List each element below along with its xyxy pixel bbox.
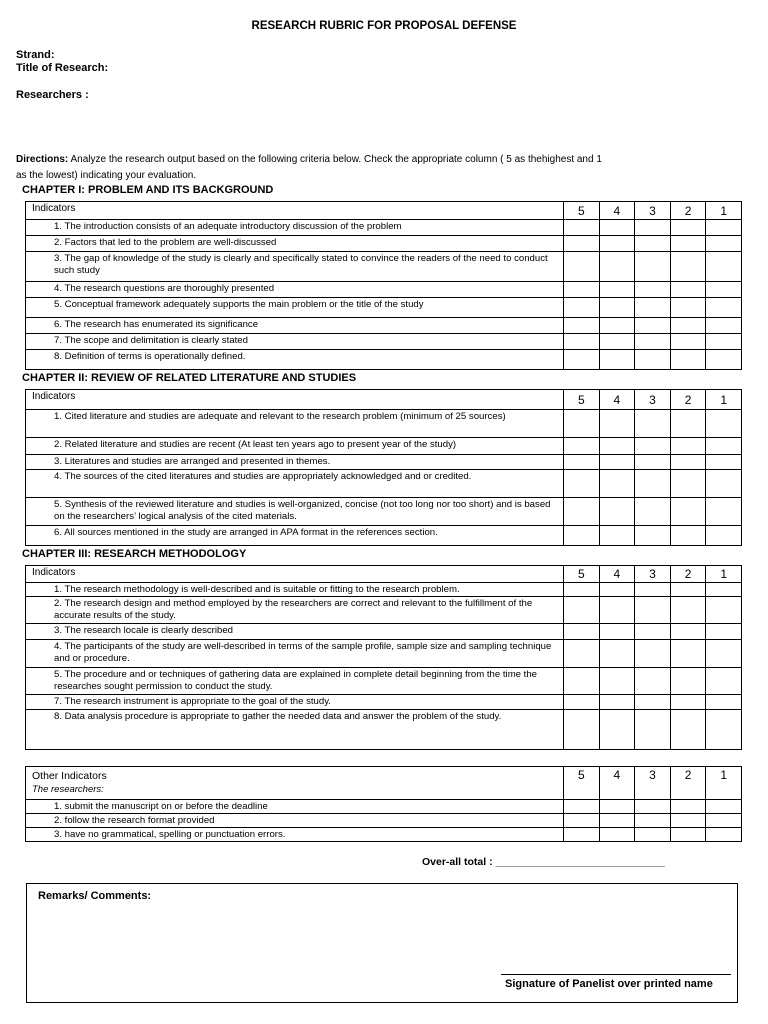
- score-cell[interactable]: [564, 470, 600, 498]
- table-row: [26, 350, 742, 370]
- score-cell[interactable]: [635, 814, 671, 828]
- score-cell[interactable]: [599, 334, 635, 350]
- score-cell[interactable]: [599, 668, 635, 695]
- score-cell[interactable]: [635, 828, 671, 842]
- score-cell[interactable]: [706, 828, 742, 842]
- score-cell[interactable]: [564, 252, 600, 282]
- table-row: [26, 252, 742, 282]
- score-2-header: 2: [670, 767, 706, 800]
- score-cell[interactable]: [670, 814, 706, 828]
- score-cell[interactable]: [635, 800, 671, 814]
- score-cell[interactable]: [670, 455, 706, 470]
- score-cell[interactable]: [670, 597, 706, 624]
- score-cell[interactable]: [706, 410, 742, 438]
- score-cell[interactable]: [706, 526, 742, 546]
- signature-label: Signature of Panelist over printed name: [505, 978, 713, 990]
- score-cell[interactable]: [564, 597, 600, 624]
- score-cell[interactable]: [599, 470, 635, 498]
- score-cell[interactable]: [599, 318, 635, 334]
- table-row: [26, 526, 742, 546]
- indicators-header: Indicators: [26, 566, 564, 583]
- chapter1-heading: CHAPTER I: PROBLEM AND ITS BACKGROUND: [22, 184, 274, 196]
- score-cell[interactable]: [564, 334, 600, 350]
- score-cell[interactable]: [670, 828, 706, 842]
- score-4-header: 4: [599, 202, 635, 220]
- table-row: [26, 455, 742, 470]
- score-4-header: 4: [599, 390, 635, 410]
- score-cell[interactable]: [564, 438, 600, 455]
- score-cell[interactable]: [635, 252, 671, 282]
- score-cell[interactable]: [706, 710, 742, 750]
- score-cell[interactable]: [706, 318, 742, 334]
- score-cell[interactable]: [670, 282, 706, 298]
- table-row: [26, 282, 742, 298]
- score-cell[interactable]: [599, 498, 635, 526]
- score-cell[interactable]: [706, 640, 742, 668]
- document-title: RESEARCH RUBRIC FOR PROPOSAL DEFENSE: [251, 20, 517, 32]
- score-3-header: 3: [635, 566, 671, 583]
- table-row: [26, 236, 742, 252]
- score-cell[interactable]: [670, 410, 706, 438]
- directions: [16, 152, 716, 184]
- indicator-text: 5. Synthesis of the reviewed literature and studies is well-organized, concise (not too long nor too short) and is based on the researchers’ logical analysis of the cited materials.: [26, 498, 564, 526]
- table-row: [26, 814, 742, 828]
- table-row: [26, 498, 742, 526]
- other-header-row: [26, 767, 742, 800]
- chapter2-heading: CHAPTER II: REVIEW OF RELATED LITERATURE AND STUDIES: [22, 372, 357, 384]
- table-row: [26, 583, 742, 597]
- indicator-text: 4. The research questions are thoroughly presented: [26, 282, 564, 298]
- score-cell[interactable]: [635, 282, 671, 298]
- score-cell[interactable]: [670, 334, 706, 350]
- score-cell[interactable]: [564, 236, 600, 252]
- directions-label: Directions:: [16, 154, 69, 165]
- score-cell[interactable]: [599, 624, 635, 640]
- table-row: [26, 318, 742, 334]
- score-cell[interactable]: [706, 252, 742, 282]
- score-cell[interactable]: [564, 710, 600, 750]
- indicators-header: Indicators: [26, 202, 564, 220]
- score-cell[interactable]: [670, 438, 706, 455]
- score-5-header: 5: [564, 390, 600, 410]
- score-cell[interactable]: [706, 800, 742, 814]
- score-cell[interactable]: [635, 624, 671, 640]
- table-row: [26, 695, 742, 710]
- score-cell[interactable]: [564, 583, 600, 597]
- score-cell[interactable]: [706, 298, 742, 318]
- score-cell[interactable]: [564, 668, 600, 695]
- score-cell[interactable]: [599, 282, 635, 298]
- score-3-header: 3: [635, 390, 671, 410]
- score-cell[interactable]: [670, 668, 706, 695]
- score-cell[interactable]: [635, 410, 671, 438]
- score-cell[interactable]: [564, 455, 600, 470]
- indicator-text: 1. The research methodology is well-described and is suitable or fitting to the research problem.: [26, 583, 564, 597]
- table-row: [26, 438, 742, 455]
- score-1-header: 1: [706, 202, 742, 220]
- score-cell[interactable]: [670, 350, 706, 370]
- overall-total[interactable]: Over-all total : _____________________________: [422, 856, 665, 868]
- strand-label: Strand:: [16, 49, 55, 61]
- score-cell[interactable]: [635, 350, 671, 370]
- indicator-text: 6. The research has enumerated its significance: [26, 318, 564, 334]
- table-row: [26, 710, 742, 750]
- score-2-header: 2: [670, 566, 706, 583]
- indicator-text: 3. The gap of knowledge of the study is clearly and specifically stated to convince the readers of the need to conduct such study: [26, 252, 564, 282]
- score-cell[interactable]: [564, 624, 600, 640]
- score-cell[interactable]: [564, 220, 600, 236]
- score-cell[interactable]: [635, 334, 671, 350]
- score-cell[interactable]: [599, 252, 635, 282]
- score-cell[interactable]: [599, 220, 635, 236]
- remarks-label: Remarks/ Comments:: [38, 890, 152, 902]
- score-cell[interactable]: [670, 236, 706, 252]
- score-cell[interactable]: [635, 220, 671, 236]
- indicator-text: 2. The research design and method employed by the researchers are correct and relevant to the fulfillment of the accurate results of the study.: [26, 597, 564, 624]
- score-cell[interactable]: [706, 470, 742, 498]
- score-cell[interactable]: [706, 695, 742, 710]
- score-cell[interactable]: [670, 710, 706, 750]
- score-cell[interactable]: [635, 298, 671, 318]
- score-cell[interactable]: [670, 298, 706, 318]
- table-row: [26, 800, 742, 814]
- score-cell[interactable]: [670, 583, 706, 597]
- table-row: [26, 220, 742, 236]
- indicator-text: 1. submit the manuscript on or before the deadline: [26, 800, 564, 814]
- chapter3-header-row: [26, 566, 742, 583]
- score-5-header: 5: [564, 566, 600, 583]
- score-cell[interactable]: [564, 800, 600, 814]
- score-cell[interactable]: [599, 640, 635, 668]
- score-cell[interactable]: [564, 282, 600, 298]
- score-cell[interactable]: [635, 668, 671, 695]
- score-cell[interactable]: [670, 640, 706, 668]
- score-cell[interactable]: [564, 318, 600, 334]
- score-cell[interactable]: [599, 350, 635, 370]
- score-cell[interactable]: [706, 282, 742, 298]
- table-row: [26, 668, 742, 695]
- score-cell[interactable]: [564, 526, 600, 546]
- indicator-text: 1. Cited literature and studies are adequate and relevant to the research problem (minimum of 25 sources): [26, 410, 564, 438]
- score-cell[interactable]: [670, 526, 706, 546]
- signature-line: [501, 974, 731, 975]
- table-row: [26, 624, 742, 640]
- indicator-text: 2. follow the research format provided: [26, 814, 564, 828]
- table-row: [26, 828, 742, 842]
- score-cell[interactable]: [706, 498, 742, 526]
- score-cell[interactable]: [706, 814, 742, 828]
- score-cell[interactable]: [599, 828, 635, 842]
- indicators-header: Indicators: [26, 390, 564, 410]
- score-cell[interactable]: [635, 318, 671, 334]
- score-cell[interactable]: [599, 695, 635, 710]
- score-cell[interactable]: [635, 710, 671, 750]
- score-cell[interactable]: [635, 498, 671, 526]
- score-cell[interactable]: [635, 583, 671, 597]
- score-cell[interactable]: [599, 526, 635, 546]
- indicator-text: 5. Conceptual framework adequately supports the main problem or the title of the study: [26, 298, 564, 318]
- score-cell[interactable]: [706, 668, 742, 695]
- indicator-text: 1. The introduction consists of an adequate introductory discussion of the problem: [26, 220, 564, 236]
- score-cell[interactable]: [706, 455, 742, 470]
- score-5-header: 5: [564, 767, 600, 800]
- title-of-research-label: Title of Research:: [16, 62, 109, 74]
- chapter1-table: [25, 201, 742, 370]
- indicator-text: 3. The research locale is clearly described: [26, 624, 564, 640]
- indicator-text: 7. The research instrument is appropriate to the goal of the study.: [26, 695, 564, 710]
- table-row: [26, 640, 742, 668]
- table-row: [26, 298, 742, 318]
- indicator-text: 3. have no grammatical, spelling or punctuation errors.: [26, 828, 564, 842]
- score-cell[interactable]: [564, 640, 600, 668]
- score-2-header: 2: [670, 202, 706, 220]
- score-cell[interactable]: [635, 236, 671, 252]
- score-cell[interactable]: [670, 252, 706, 282]
- table-row: [26, 410, 742, 438]
- score-cell[interactable]: [564, 828, 600, 842]
- score-cell[interactable]: [635, 470, 671, 498]
- score-cell[interactable]: [564, 695, 600, 710]
- score-cell[interactable]: [706, 597, 742, 624]
- score-4-header: 4: [599, 566, 635, 583]
- score-cell[interactable]: [670, 800, 706, 814]
- indicator-text: 3. Literatures and studies are arranged and presented in themes.: [26, 455, 564, 470]
- score-cell[interactable]: [706, 220, 742, 236]
- score-cell[interactable]: [564, 498, 600, 526]
- directions-text: Analyze the research output based on the following criteria below. Check the appropriate column ( 5 as thehighest and 1: [68, 154, 602, 165]
- score-cell[interactable]: [670, 695, 706, 710]
- score-cell[interactable]: [670, 220, 706, 236]
- table-row: [26, 470, 742, 498]
- score-1-header: 1: [706, 390, 742, 410]
- directions-text-2: as the lowest) indicating your evaluation.: [16, 170, 197, 181]
- score-cell[interactable]: [670, 318, 706, 334]
- the-researchers-label: The researchers:: [32, 784, 104, 795]
- score-cell[interactable]: [599, 597, 635, 624]
- score-cell[interactable]: [670, 498, 706, 526]
- score-cell[interactable]: [599, 298, 635, 318]
- score-3-header: 3: [635, 767, 671, 800]
- score-cell[interactable]: [670, 624, 706, 640]
- score-cell[interactable]: [635, 640, 671, 668]
- indicator-text: 4. The sources of the cited literatures and studies are appropriately acknowledged and or credited.: [26, 470, 564, 498]
- score-cell[interactable]: [599, 410, 635, 438]
- score-1-header: 1: [706, 566, 742, 583]
- score-cell[interactable]: [599, 438, 635, 455]
- table-row: [26, 597, 742, 624]
- indicator-text: 4. The participants of the study are well-described in terms of the sample profile, sample size and sampling technique and or procedure.: [26, 640, 564, 668]
- score-cell[interactable]: [599, 710, 635, 750]
- remarks-box[interactable]: [26, 883, 738, 1003]
- indicator-text: 2. Related literature and studies are recent (At least ten years ago to present year of the study): [26, 438, 564, 455]
- indicator-text: 2. Factors that led to the problem are well-discussed: [26, 236, 564, 252]
- indicator-text: 5. The procedure and or techniques of gathering data are explained in complete detail beginning from the time the researches sought permission to conduct the study.: [26, 668, 564, 695]
- score-cell[interactable]: [635, 597, 671, 624]
- score-4-header: 4: [599, 767, 635, 800]
- score-cell[interactable]: [564, 814, 600, 828]
- chapter3-table: [25, 565, 742, 750]
- other-indicators-label: Other Indicators: [32, 770, 107, 782]
- score-cell[interactable]: [706, 350, 742, 370]
- chapter1-header-row: [26, 202, 742, 220]
- chapter2-header-row: [26, 390, 742, 410]
- score-cell[interactable]: [635, 526, 671, 546]
- score-cell[interactable]: [564, 350, 600, 370]
- chapter3-heading: CHAPTER III: RESEARCH METHODOLOGY: [22, 548, 247, 560]
- score-1-header: 1: [706, 767, 742, 800]
- score-2-header: 2: [670, 390, 706, 410]
- score-cell[interactable]: [599, 814, 635, 828]
- score-cell[interactable]: [706, 624, 742, 640]
- chapter2-table: [25, 389, 742, 546]
- score-cell[interactable]: [599, 236, 635, 252]
- score-cell[interactable]: [635, 438, 671, 455]
- indicator-text: 6. All sources mentioned in the study are arranged in APA format in the references section.: [26, 526, 564, 546]
- score-cell[interactable]: [599, 800, 635, 814]
- score-cell[interactable]: [706, 236, 742, 252]
- other-indicators-table: [25, 766, 742, 842]
- table-row: [26, 334, 742, 350]
- score-cell[interactable]: [635, 695, 671, 710]
- indicator-text: 8. Data analysis procedure is appropriate to gather the needed data and answer the problem of the study.: [26, 710, 564, 750]
- other-indicators-header: [26, 767, 564, 800]
- score-cell[interactable]: [706, 334, 742, 350]
- score-5-header: 5: [564, 202, 600, 220]
- score-cell[interactable]: [599, 455, 635, 470]
- score-3-header: 3: [635, 202, 671, 220]
- score-cell[interactable]: [599, 583, 635, 597]
- indicator-text: 8. Definition of terms is operationally defined.: [26, 350, 564, 370]
- score-cell[interactable]: [564, 298, 600, 318]
- score-cell[interactable]: [564, 410, 600, 438]
- score-cell[interactable]: [670, 470, 706, 498]
- indicator-text: 7. The scope and delimitation is clearly stated: [26, 334, 564, 350]
- score-cell[interactable]: [706, 438, 742, 455]
- score-cell[interactable]: [706, 583, 742, 597]
- researchers-label: Researchers :: [16, 89, 89, 101]
- score-cell[interactable]: [635, 455, 671, 470]
